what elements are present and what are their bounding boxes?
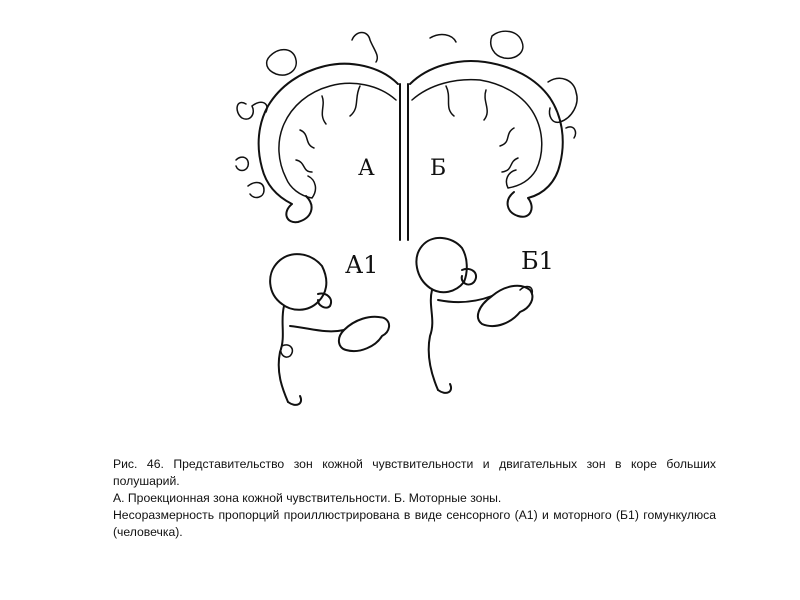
left-cortex-foot	[352, 33, 377, 63]
label-b: Б	[430, 156, 447, 181]
caption-note: Несоразмерность пропорций проиллюстрирована в виде сенсорного (А1) и моторного (Б1) гомункулюса (человечка).	[113, 508, 716, 539]
right-cortex-hand	[491, 31, 523, 58]
caption-legend: А. Проекционная зона кожной чувствительности. Б. Моторные зоны.	[113, 491, 502, 505]
sensory-homunculus-foot	[288, 396, 301, 405]
caption-title: Рис. 46. Представительство зон кожной чувствительности и двигательных зон в коре больших полушарий.	[113, 457, 716, 488]
left-cortex-line	[279, 83, 396, 198]
left-cortex-fingers	[248, 183, 264, 198]
left-gyrus	[350, 86, 360, 116]
left-gyrus	[300, 130, 314, 148]
left-cortex-lips	[236, 157, 248, 170]
left-cortex-hand	[267, 50, 297, 75]
right-hemisphere-outline	[410, 61, 563, 217]
label-b1: Б1	[521, 247, 554, 275]
figure-caption	[113, 456, 716, 541]
right-gyrus	[446, 86, 454, 116]
sensory-homunculus-hand	[339, 317, 389, 351]
motor-homunculus-tongue	[462, 269, 476, 285]
motor-homunculus-foot	[438, 384, 451, 393]
motor-homunculus-arm	[438, 296, 492, 302]
label-a: А	[358, 156, 375, 181]
left-gyrus	[322, 96, 326, 124]
label-a1: А1	[345, 251, 379, 279]
motor-homunculus-head	[416, 238, 466, 292]
right-cortex-lips	[566, 127, 576, 138]
sensory-homunculus-arm	[290, 326, 344, 331]
motor-homunculus-hand	[478, 286, 532, 326]
right-gyrus	[500, 128, 514, 146]
left-gyrus	[296, 160, 312, 172]
motor-homunculus-body	[429, 290, 438, 390]
right-gyrus	[484, 90, 487, 120]
right-cortex-foot	[430, 35, 456, 42]
sensory-homunculus-body	[279, 306, 288, 402]
